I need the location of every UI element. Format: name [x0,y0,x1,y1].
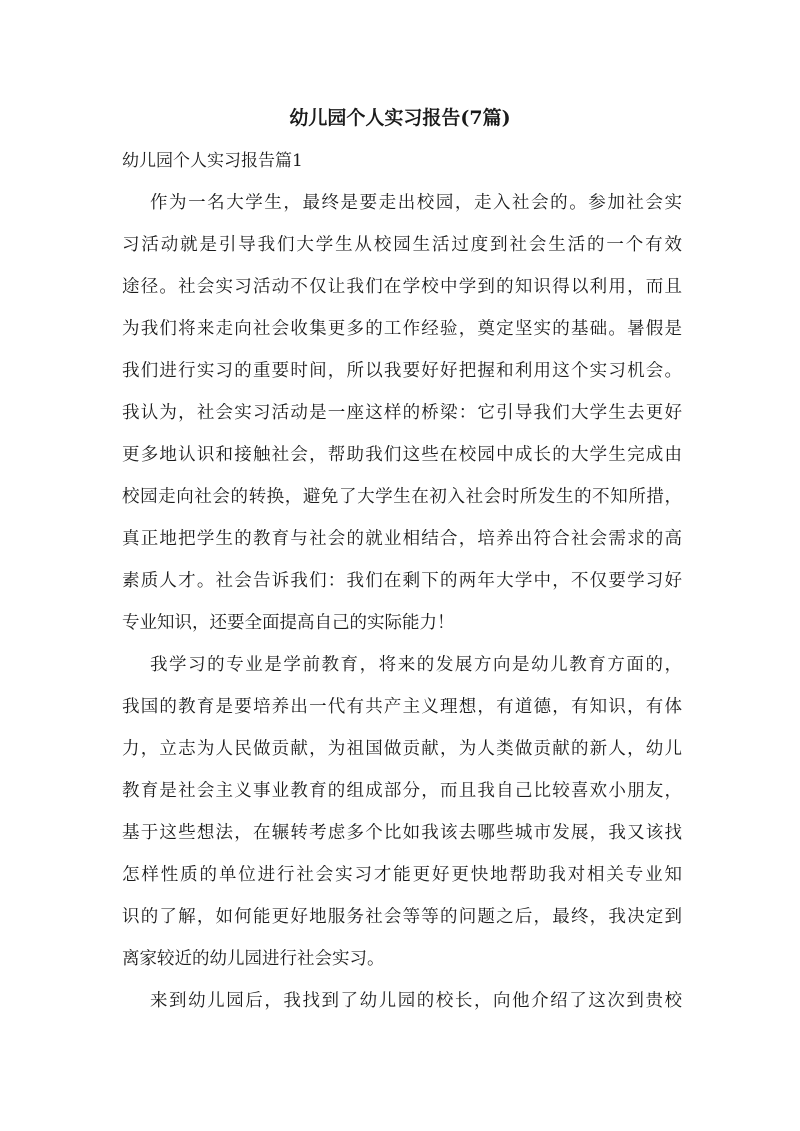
text-line: 我国的教育是要培养出一代有共产主义理想，有道德，有知识，有体 [122,697,682,717]
text-line: 识的了解，如何能更好地服务社会等等的问题之后，最终，我决定到 [122,907,682,927]
text-line: 途径。社会实习活动不仅让我们在学校中学到的知识得以利用，而且 [122,277,682,297]
text-line: 离家较近的幼儿园进行社会实习。 [122,949,385,969]
text-line: 习活动就是引导我们大学生从校园生活过度到社会生活的一个有效 [122,235,682,255]
text-line: 专业知识，还要全面提高自己的实际能力！ [122,613,455,633]
text-line: 我认为，社会实习活动是一座这样的桥梁：它引导我们大学生去更好 [122,403,682,423]
text-line: 为我们将来走向社会收集更多的工作经验，奠定坚实的基础。暑假是 [122,319,682,339]
document-title: 幼儿园个人实习报告(7篇) [289,107,511,129]
text-line: 教育是社会主义事业教育的组成部分，而且我自己比较喜欢小朋友， [122,781,682,801]
text-line: 力，立志为人民做贡献，为祖国做贡献，为人类做贡献的新人，幼儿 [122,739,682,759]
text-line: 更多地认识和接触社会，帮助我们这些在校园中成长的大学生完成由 [122,445,682,465]
text-line: 校园走向社会的转换，避免了大学生在初入社会时所发生的不知所措， [122,487,682,507]
text-line: 我学习的专业是学前教育，将来的发展方向是幼儿教育方面的， [150,655,682,675]
text-line: 作为一名大学生，最终是要走出校园，走入社会的。参加社会实 [150,193,682,213]
text-line: 素质人才。社会告诉我们：我们在剩下的两年大学中，不仅要学习好 [122,571,682,591]
text-line: 真正地把学生的教育与社会的就业相结合，培养出符合社会需求的高 [122,529,682,549]
text-line: 基于这些想法，在辗转考虑多个比如我该去哪些城市发展，我又该找 [122,823,682,843]
section-heading: 幼儿园个人实习报告篇1 [122,151,303,171]
text-line: 怎样性质的单位进行社会实习才能更好更快地帮助我对相关专业知 [122,865,682,885]
text-line: 我们进行实习的重要时间，所以我要好好把握和利用这个实习机会。 [122,361,682,381]
text-line: 来到幼儿园后，我找到了幼儿园的校长，向他介绍了这次到贵校 [150,991,682,1011]
